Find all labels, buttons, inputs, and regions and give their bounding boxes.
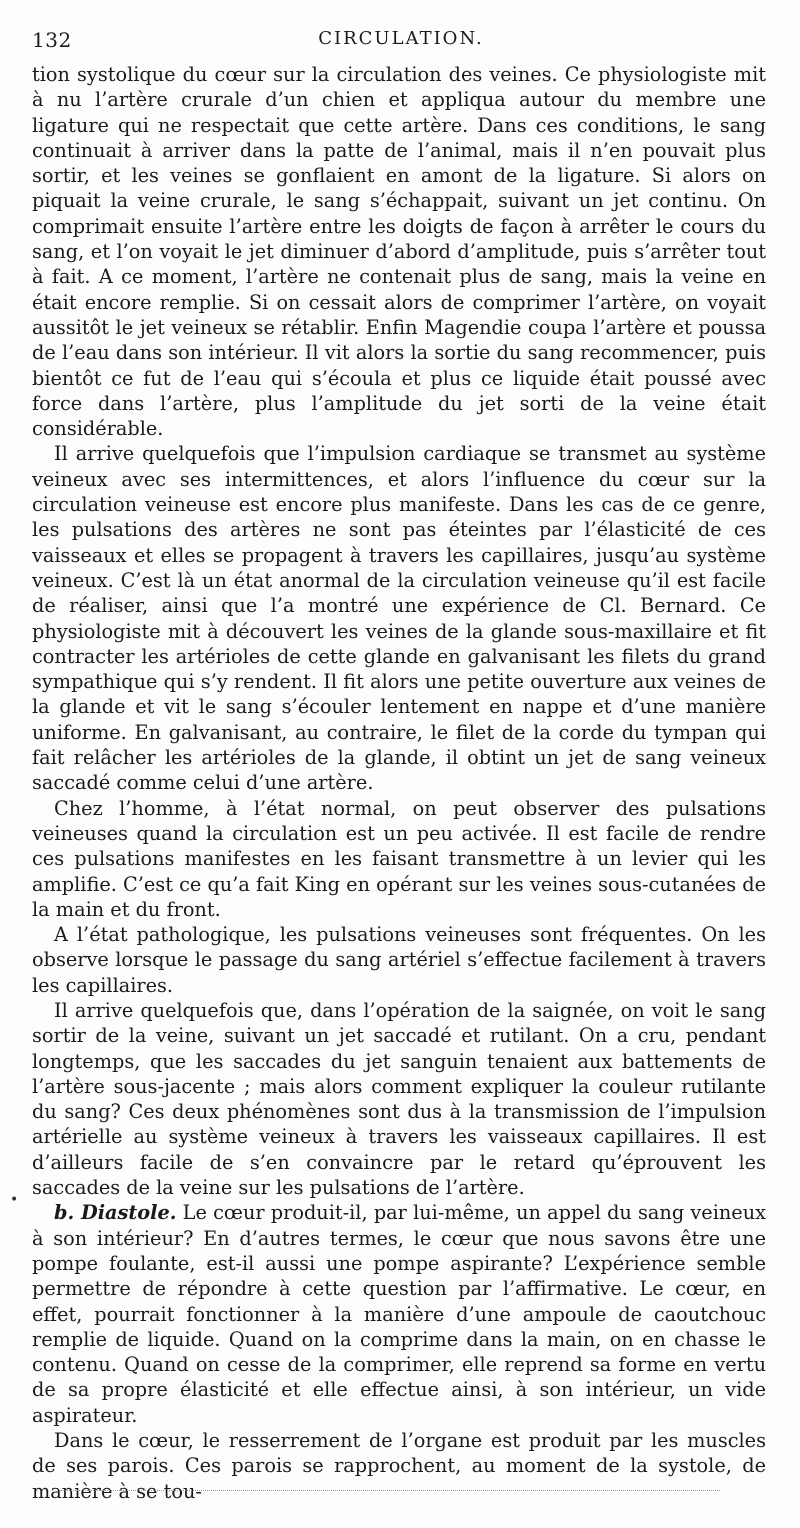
diastole-text: Le cœur produit-il, par lui-même, un appel du sang veineux à son intérieur? En d’autres termes, le cœur que nous savons être une pompe foulante, est-il aussi une pompe aspirante? L’expérience semble permettre de répondre à cette question par l’affirmative. Le cœur, en effet, pourrait fonctionner à la manière d’une ampoule de caoutchouc remplie de liquide. Quand on la comprime dans la main, on en chasse le contenu. Quand on cesse de la comprimer, elle reprend sa forme en vertu de sa propre élasticité et elle effectue ainsi, à son intérieur, un vide aspirateur. <box>32 1201 766 1427</box>
paragraph-saignee: Il arrive quelquefois que, dans l’opération de la saignée, on voit le sang sortir de la veine, suivant un jet saccadé et rutilant. On a cru, pendant longtemps, que les saccades du jet sanguin tenaient aux battements de l’artère sous-jacente ; mais alors comment expliquer la couleur rutilante du sang? Ces deux phénomènes sont dus à la transmission de l’impulsion artérielle au système veineux à travers les vaisseaux capillaires. Il est d’ailleurs facile de s’en convaincre par le retard qu’éprouvent les saccades de la veine sur les pulsations de l’artère. <box>32 998 766 1200</box>
section-heading-diastole: b. Diastole. <box>54 1201 177 1225</box>
paragraph-intermittences: Il arrive quelquefois que l’impulsion cardiaque se transmet au système veineux avec ses intermittences, et alors l’influence du cœur sur la circulation veineuse est encore plus manifeste. Dans les cas de ce genre, les pulsations des artères ne sont pas éteintes par l’élasticité de ces vaisseaux et elles se propagent à travers les capillaires, jusqu’au système veineux. C’est là un état anormal de la circulation veineuse qu’il est facile de réaliser, ainsi que l’a montré une expérience de Cl. Bernard. Ce physiologiste mit à découvert les veines de la glande sous-maxillaire et fit contracter les artérioles de cette glande en galvanisant les filets du grand sympathique qui s’y rendent. Il fit alors une petite ouverture aux veines de la glande et vit le sang s’écouler lentement en nappe et d’une manière uniforme. En galvanisant, au contraire, le filet de la corde du tympan qui fait relâcher les artérioles de la glande, il obtint un jet de sang veineux saccadé comme celui d’une artère. <box>32 442 766 795</box>
body-text <box>32 62 766 1504</box>
paragraph-continuation: tion systolique du cœur sur la circulation des veines. Ce physiologiste mit à nu l’artère crurale d’un chien et appliqua autour du membre une ligature qui ne respectait que cette artère. Dans ces conditions, le sang continuait à arriver dans la patte de l’animal, mais il n’en pouvait plus sortir, et les veines se gonflaient en amont de la ligature. Si alors on piquait la veine crurale, le sang s’échappait, suivant un jet continu. On comprimait ensuite l’artère entre les doigts de façon à arrêter le cours du sang, et l’on voyait le jet diminuer d’abord d’amplitude, puis s’arrêter tout à fait. A ce moment, l’artère ne contenait plus de sang, mais la veine en était encore remplie. Si on cessait alors de comprimer l’artère, on voyait aussitôt le jet veineux se rétablir. Enfin Magendie coupa l’artère et poussa de l’eau dans son intérieur. Il vit alors la sortie du sang recommencer, puis bientôt ce fut de l’eau qui s’écoula et plus ce liquide était poussé avec force dans l’artère, plus l’amplitude du jet sorti de la veine était considérable. <box>32 63 766 441</box>
margin-mark: • <box>10 1192 19 1208</box>
paragraph-pathologique: A l’état pathologique, les pulsations veineuses sont fréquentes. On les observe lorsque le passage du sang artériel s’effectue facilement à travers les capillaires. <box>32 923 766 997</box>
paragraph-final: Dans le cœur, le resserrement de l’organe est produit par les muscles de ses parois. Ces parois se rapprochent, au moment de la systole, de manière à se tou- <box>32 1429 766 1503</box>
paragraph-homme: Chez l’homme, à l’état normal, on peut observer des pulsations veineuses quand la circulation est un peu activée. Il est facile de rendre ces pulsations manifestes en les faisant transmettre à un levier qui les amplifie. C’est ce qu’a fait King en opérant sur les veines sous-cutanées de la main et du front. <box>32 796 766 921</box>
footer-rule <box>60 1490 720 1491</box>
page-header <box>32 28 770 56</box>
running-title: CIRCULATION. <box>318 28 484 49</box>
paragraph-diastole <box>32 1200 766 1428</box>
page-number: 132 <box>32 28 72 52</box>
